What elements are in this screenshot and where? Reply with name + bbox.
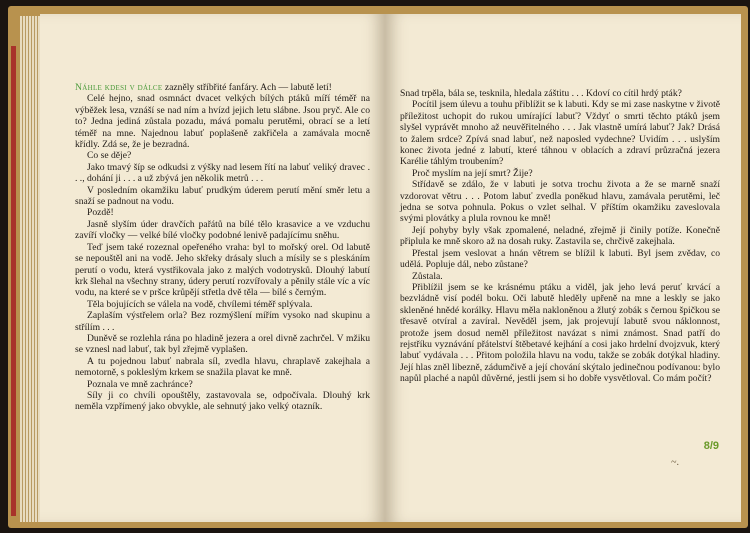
paragraph: Proč myslím na její smrt? Žije? <box>412 167 533 179</box>
left-page-text <box>75 82 370 413</box>
paragraph: Jako tmavý šíp se odkudsi z výšky nad lesem řítí na labuť veliký dravec . . ., dohání ji . . . a už zbývá jen několik metrů . . . <box>75 161 370 185</box>
paragraph: Co se děje? <box>87 150 132 162</box>
paragraph: Pozdě! <box>87 207 114 219</box>
open-book <box>8 6 748 528</box>
paragraph: Poznala ve mně zachránce? <box>87 378 193 390</box>
page-number: 8/9 <box>703 440 719 452</box>
first-paragraph <box>75 82 370 93</box>
paragraph: Zůstala. <box>412 270 443 282</box>
paragraph: Teď jsem také rozeznal opeřeného vraha: byl to mořský orel. Od labutě se nepouštěl ani na vodě. Jeho skřeky drásaly sluch a mísily se s pleskáním perutí o vodu, která vystřikovala jako z malých vodotrysků. Dlouhý labutí krk šlehal na všechny strany, údery perutí rozvířovaly a pěnily stále víc a víc vodu, na které se v pršce krůpějí střetla dvě těla — bílé s černým. <box>75 241 370 299</box>
first-paragraph-text: zazněly stříbřité fanfáry. Ach — labutě letí! <box>162 82 332 93</box>
paragraph: Síly ji co chvíli opouštěly, zastavovala se, odpočívala. Dlouhý krk neměla vzpřímený jako obvykle, ale sehnutý jako velký otazník. <box>75 389 370 413</box>
paragraph: Jasně slyším úder dravčích pařátů na bílé tělo krasavice a ve vzduchu zavíří vločky — velké bílé vločky podobné lenivě padajícímu sněhu. <box>75 218 370 242</box>
paragraph: Přiblížil jsem se ke krásnému ptáku a viděl, jak jeho levá peruť krvácí a bezvládně visí podél boku. Oči labutě hleděly upřeně na mne a leskly se jako skleněné hnědé korálky. Hlavu měla nakloněnou a žlutý zobák s černou špičkou se třesavě otvíral a zavíral. Nevěděl jsem, jak projevují labutě svou náklonnost, protože jsem dosud neměl příležitost navázat s nimi známost. Snad patří do rejstříku vyznávání přátelství štěbetavé kejhání a cosi jako hrdelní dvojzvuk, který labuť vydávala . . . Přitom položila hlavu na vodu, takže se zobák dotýkal hladiny. Její hlas zněl libezně, zádumčivě a její chování skýtalo jedinečnou podívanou: bylo napůl plaché a napůl důvěrné, jestli jsem si ho dobře vysvětloval. Co mám počít? <box>400 281 720 385</box>
book-spine-edge <box>11 46 16 516</box>
paragraph: Pocítil jsem úlevu a touhu přiblížit se k labuti. Kdy se mi zase naskytne v životě příležitost uchopit do rukou umírající labuť? Vždyť o smrti těchto ptáků jsem slyšel vyprávět mnoho až neuvěřitelného . . . Jak vlastně umírá labuť? Jak? Drásá to žalem srdce? Zpívá snad labuť, než naposled vydechne? Uvidím . . . uslyším konec života jedné z labutí, které táhnou v oblacích a zdraví průzračná jezera Karélie táhlým troubením? <box>400 99 720 168</box>
left-page <box>40 14 385 522</box>
paragraph: Duněvě se rozlehla rána po hladině jezera a orel divně zachrčel. V mžiku se vznesl nad labuť, tak byl zřejmě vyplašen. <box>75 332 370 356</box>
right-page-text <box>400 88 720 385</box>
paragraph: Přestal jsem veslovat a hnán větrem se blížil k labuti. Byl jsem zvědav, co udělá. Popluje dál, nebo zůstane? <box>400 247 720 271</box>
paragraph: Snad trpěla, bála se, tesknila, hledala záštitu . . . Kdoví co cítil hrdý pták? <box>400 88 682 99</box>
ornament-mark: ~. <box>671 457 679 468</box>
paragraph: Těla bojujících se válela na vodě, chvílemi téměř splývala. <box>87 298 313 310</box>
right-page <box>385 14 741 522</box>
paragraph: A tu pojednou labuť nabrala síl, zvedla hlavu, chraplavě zakejhala a nemotorně, s pokleslým krkem se snažila plavat ke mně. <box>75 355 370 379</box>
paragraph: Celé hejno, snad osmnáct dvacet velkých bílých ptáků míří téměř na výběžek lesa, vznáší se nad ním a hvízd jejich letu slábne. Jsou pryč. Ale co to? Jedna jediná zůstala pozadu, mává pomalu perutěmi, obrací se a letí téměř na mne. Najednou labuť poplašeně zakřičela a zamávala mocně křídly. Zdá se, že je bezradná. <box>75 93 370 151</box>
paragraph: Střídavě se zdálo, že v labuti je sotva trochu života a že se marně snaží vzdorovat větru . . . Potom labuť zvedla poněkud hlavu, zamávala perutěmi, leč jedna se sotva pohnula. Pokus o vzlet selhal. V příštím okamžiku zaveslovala svými plovátky a plula rovnou ke mně! <box>400 179 720 225</box>
paragraph: V posledním okamžiku labuť prudkým úderem perutí mění směr letu a snaží se padnout na vodu. <box>75 184 370 208</box>
chapter-lead: Náhle kdesi v dálce <box>75 82 163 93</box>
page-edges <box>20 16 40 522</box>
paragraph: Zaplaším výstřelem orla? Bez rozmýšlení mířím vysoko nad skupinu a střílím . . . <box>75 310 370 333</box>
paragraph: Její pohyby byly však zpomalené, neladné, zřejmě ji činily potíže. Konečně připlula ke mně skoro až na dosah ruky. Zastavila se, chrčivě zakejhala. <box>400 224 720 248</box>
